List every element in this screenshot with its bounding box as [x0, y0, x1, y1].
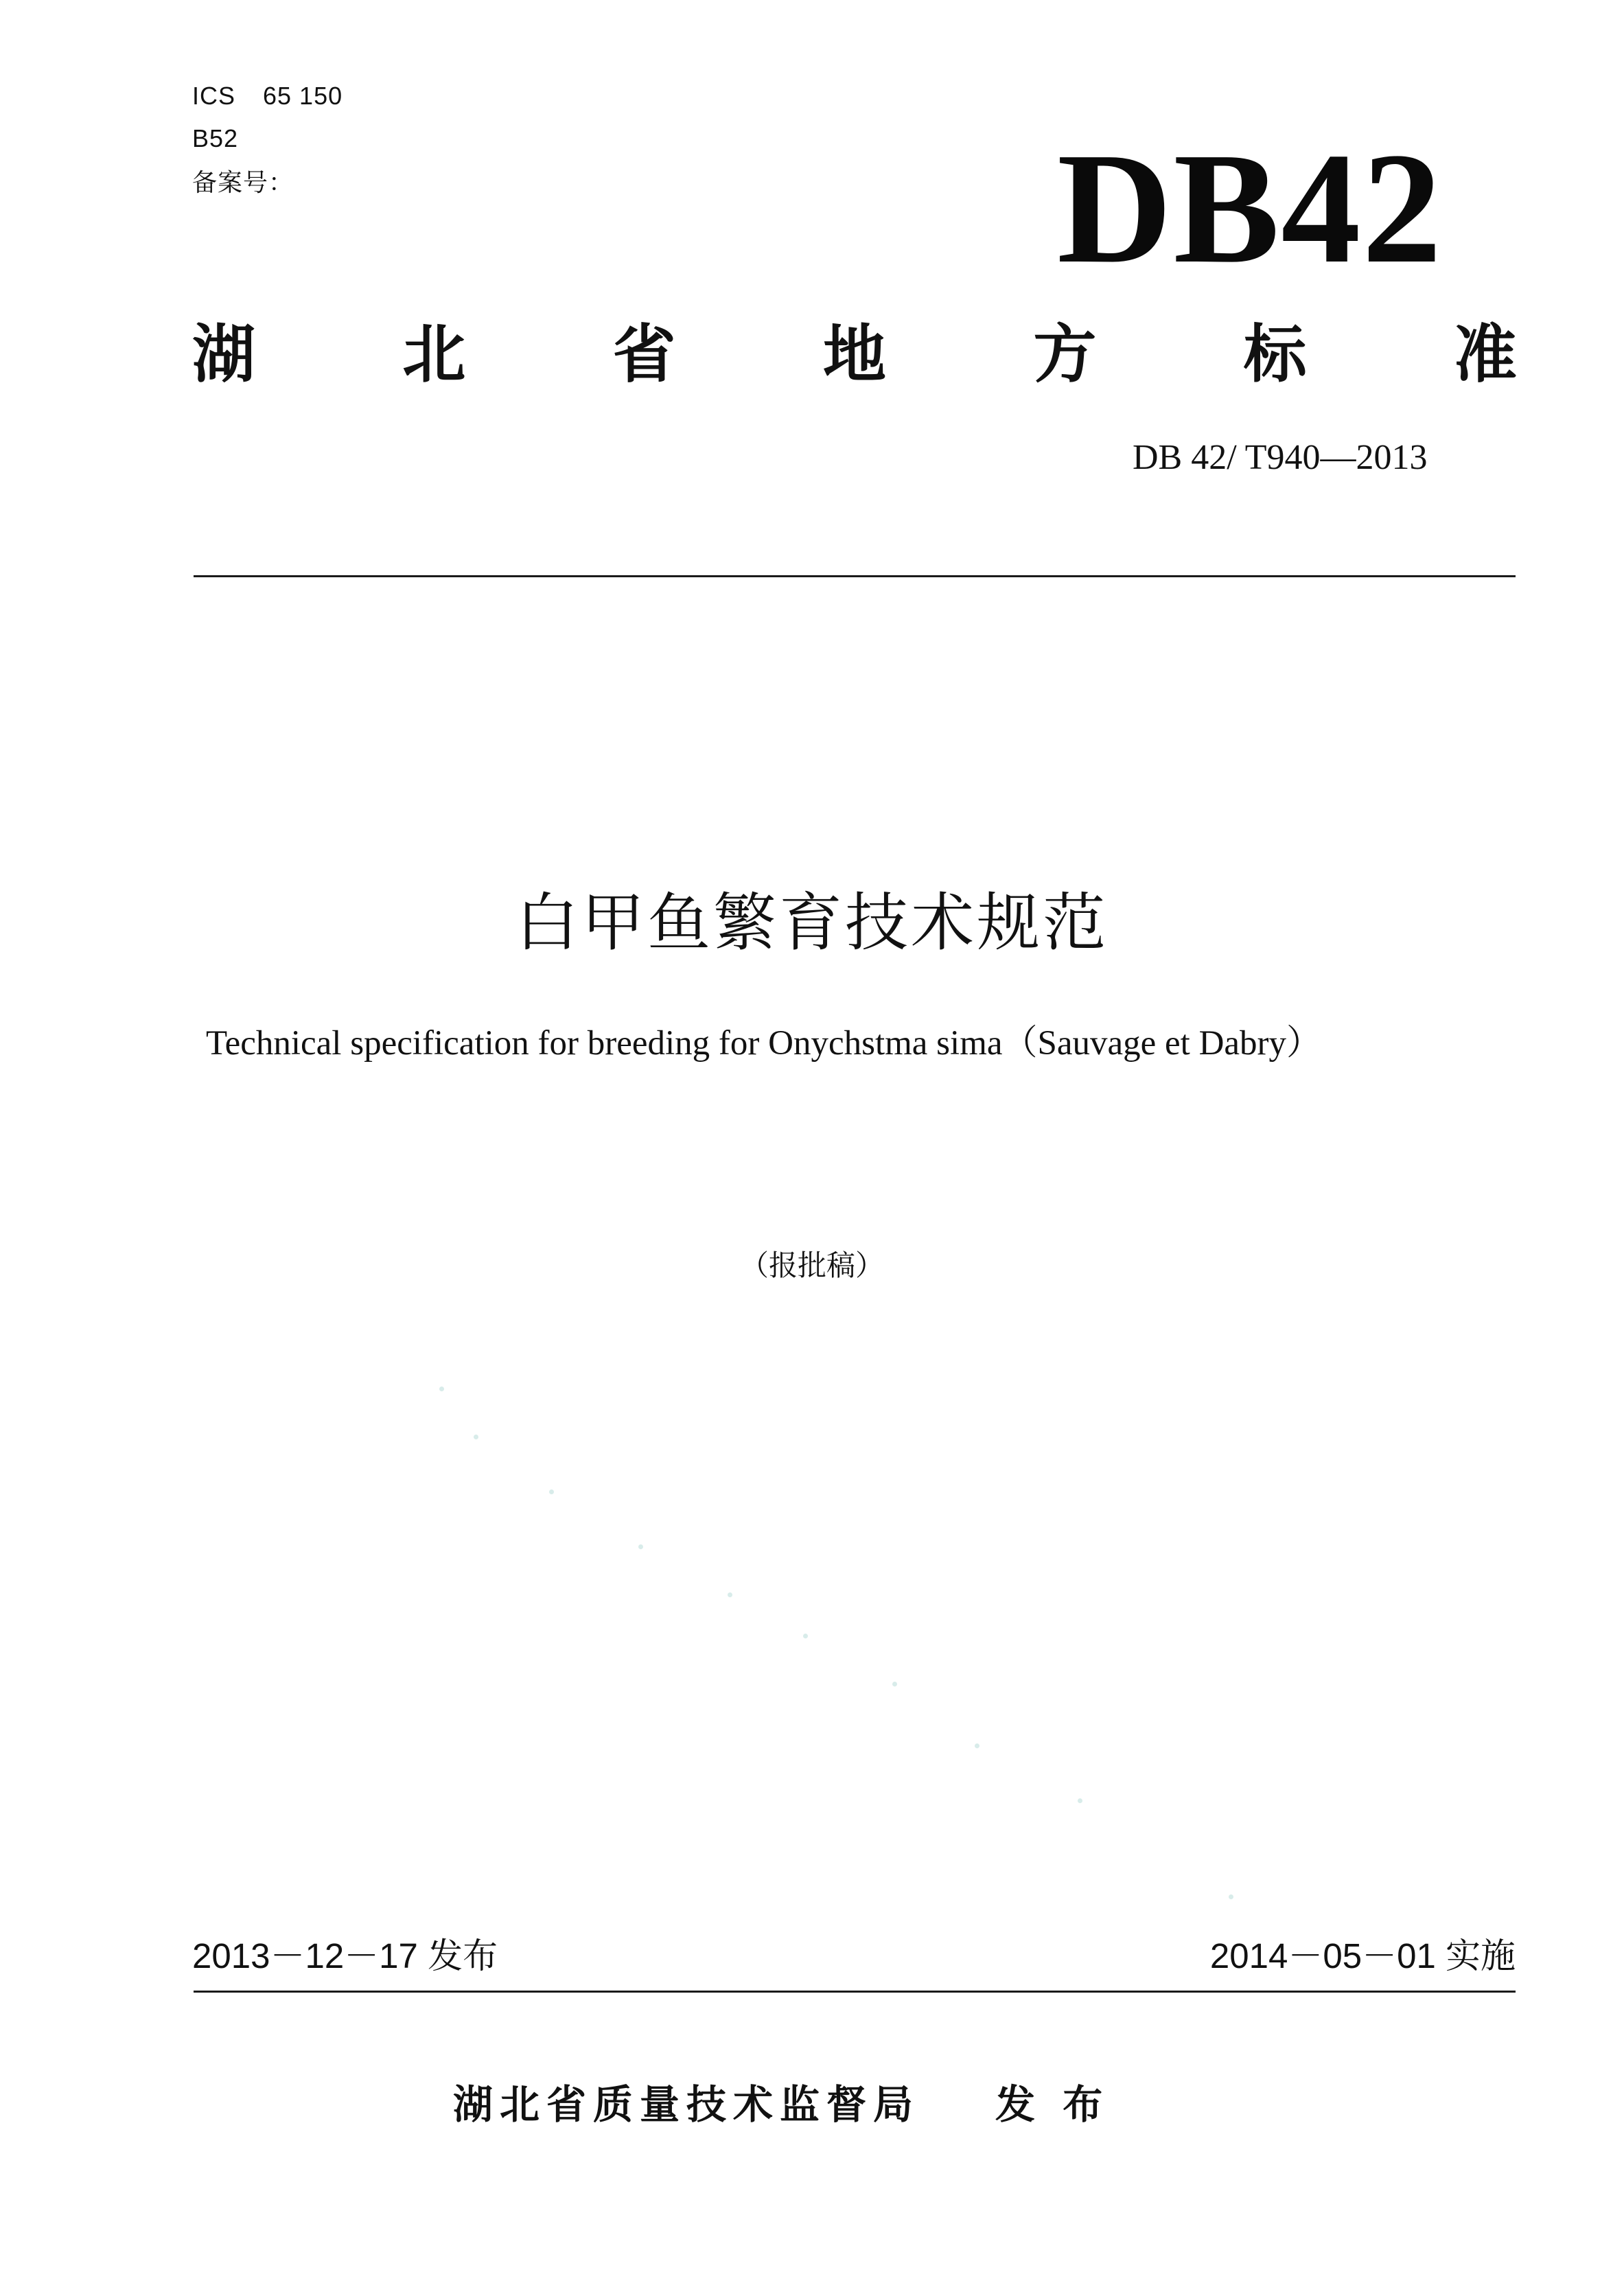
watermark-speck: [803, 1634, 808, 1638]
banner-char: 标: [1243, 318, 1307, 391]
banner-char: 省: [612, 318, 676, 391]
watermark-speck: [728, 1592, 732, 1597]
standard-logo-db42: DB42: [1057, 120, 1443, 297]
banner-char: 湖: [192, 318, 256, 391]
banner-char: 地: [822, 318, 886, 391]
banner-char: 北: [402, 318, 466, 391]
filing-number-label: 备案号：: [192, 168, 294, 196]
implementation-date: 2014－05－01 实施: [1209, 1936, 1516, 1975]
watermark-speck: [1229, 1894, 1233, 1899]
watermark-speck: [549, 1489, 554, 1494]
ccs-code: B52: [192, 124, 239, 152]
ics-code: 65 150: [263, 82, 343, 110]
issuer-line: [453, 2080, 1109, 2129]
ics-label: ICS: [192, 82, 236, 110]
ics-line: [192, 81, 343, 111]
issuer-name: 湖北省质量技术监督局: [453, 2081, 920, 2128]
watermark-speck: [474, 1435, 478, 1439]
top-divider: [194, 575, 1516, 577]
banner-char: 准: [1453, 318, 1517, 391]
bottom-divider: [194, 1991, 1516, 1993]
issue-date: 2013－12－17 发布: [192, 1936, 498, 1975]
document-title-chinese: 白甲鱼繁育技术规范: [515, 886, 1109, 960]
watermark-speck: [892, 1682, 897, 1686]
standard-type-banner: [192, 317, 1517, 393]
watermark-speck: [439, 1387, 444, 1391]
draft-status: （报批稿）: [739, 1249, 884, 1282]
watermark-speck: [638, 1544, 643, 1549]
issuer-action: 发 布: [995, 2081, 1110, 2128]
banner-char: 方: [1033, 318, 1097, 391]
watermark-speck: [1078, 1798, 1082, 1803]
standard-number: DB 42/ T940—2013: [1133, 438, 1428, 477]
watermark-speck: [975, 1743, 979, 1748]
document-title-english: Technical specification for breeding for Onychstma sima（Sauvage et Dabry）: [206, 1024, 1322, 1063]
